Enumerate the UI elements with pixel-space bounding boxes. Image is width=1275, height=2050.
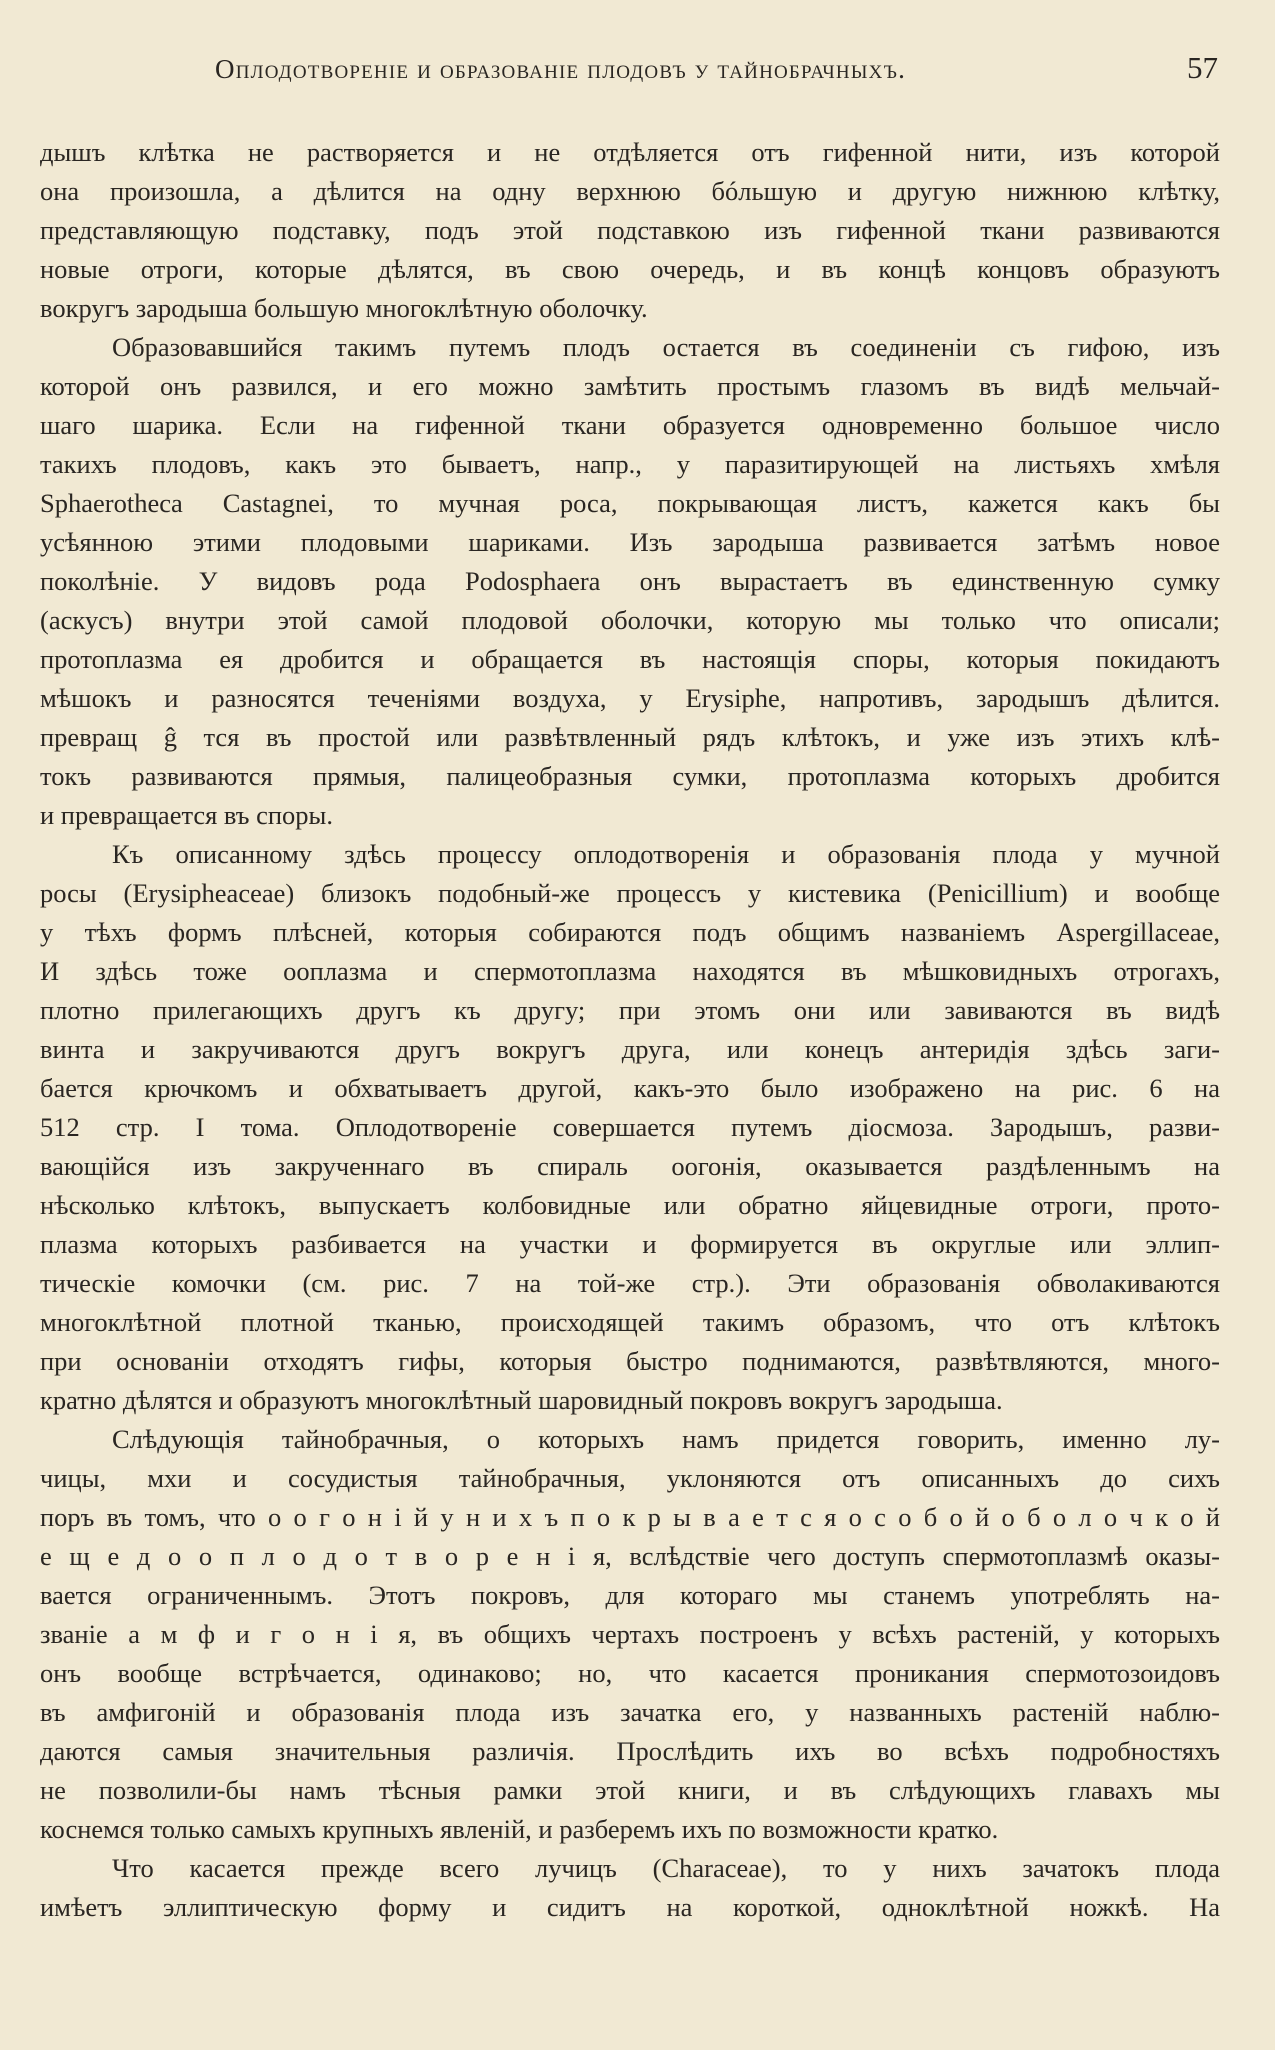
text-line: бается крючкомъ и обхватываетъ другой, какъ-это было изображено на рис. 6 на	[40, 1073, 1220, 1103]
text-line: превращ ĝ тся въ простой или развѣтвленный рядъ клѣтокъ, и уже изъ этихъ клѣ-	[40, 722, 1220, 752]
text-line: въ амфигонiй и образованiя плода изъ зачатка его, у названныхъ растенiй наблю-	[40, 1697, 1220, 1727]
text-line: мѣшокъ и разносятся теченiями воздуха, у Erysiphe, напротивъ, зародышъ дѣлится.	[40, 683, 1220, 713]
text-line: новые отроги, которые дѣлятся, въ свою очередь, и въ концѣ концовъ образуютъ	[40, 254, 1220, 284]
text-line: Что касается прежде всего лучицъ (Characeae), то у нихъ зачатокъ плода	[112, 1853, 1220, 1883]
text-line: которой онъ развился, и его можно замѣтить простымъ глазомъ въ видѣ мельчай-	[40, 371, 1220, 401]
text-line: даются самыя значительныя различiя. Прослѣдить ихъ во всѣхъ подробностяхъ	[40, 1736, 1220, 1766]
text-line: при основанiи отходятъ гифы, которыя быстро поднимаются, развѣтвляются, много-	[40, 1346, 1220, 1376]
text-line: онъ вообще встрѣчается, одинаково; но, что касается проникания спермотозоидовъ	[40, 1658, 1220, 1688]
text-line: Слѣдующiя тайнобрачныя, о которыхъ намъ придется говорить, именно лу-	[112, 1424, 1220, 1454]
page-header	[40, 48, 1220, 98]
text-line: поколѣнiе. У видовъ рода Podosphaera онъ вырастаетъ въ единственную сумку	[40, 566, 1220, 596]
text-line: протоплазма ея дробится и обращается въ настоящiя споры, которыя покидаютъ	[40, 644, 1220, 674]
text-line: плотно прилегающихъ другъ къ другу; при этомъ они или завиваются въ видѣ	[40, 995, 1220, 1025]
text-line: поръ въ томъ, что о о г о н i й у н и х ъ п о к р ы в а е т с я о с о б о й о б о л о ч к о й	[40, 1502, 1220, 1532]
text-line: вокругъ зародыша большую многоклѣтную оболочку.	[40, 293, 648, 323]
text-line: и превращается въ споры.	[40, 800, 333, 830]
text-line: 512 стр. I тома. Оплодотворенiе совершается путемъ дiосмоза. Зародышъ, разви-	[40, 1112, 1220, 1142]
text-line: кратно дѣлятся и образуютъ многоклѣтный шаровидный покровъ вокругъ зародыша.	[40, 1385, 1003, 1415]
text-line: коснемся только самыхъ крупныхъ явленiй, и разберемъ ихъ по возможности кратко.	[40, 1814, 999, 1844]
text-line: Sphaerotheca Castagnei, то мучная роса, покрывающая листъ, кажется какъ бы	[40, 488, 1220, 518]
text-line: Къ описанному здѣсь процессу оплодотворенiя и образованiя плода у мучной	[112, 839, 1220, 869]
text-line: усѣянною этими плодовыми шариками. Изъ зародыша развивается затѣмъ новое	[40, 527, 1220, 557]
text-line: (аскусъ) внутри этой самой плодовой оболочки, которую мы только что описали;	[40, 605, 1220, 635]
text-line: чицы, мхи и сосудистыя тайнобрачныя, уклоняются отъ описанныхъ до сихъ	[40, 1463, 1220, 1493]
text-line: она произошла, а дѣлится на одну верхнюю бóльшую и другую нижнюю клѣтку,	[40, 176, 1220, 206]
text-line: шаго шарика. Если на гифенной ткани образуется одновременно большое число	[40, 410, 1220, 440]
text-line: токъ развиваются прямыя, палицеобразныя сумки, протоплазма которыхъ дробится	[40, 761, 1220, 791]
text-line: такихъ плодовъ, какъ это бываетъ, напр., у паразитирующей на листьяхъ хмѣля	[40, 449, 1220, 479]
text-line: званiе а м ф и г о н i я, въ общихъ чертахъ построенъ у всѣхъ растенiй, у которыхъ	[40, 1619, 1220, 1649]
text-line: Образовавшийся такимъ путемъ плодъ остается въ соединенiи съ гифою, изъ	[112, 332, 1220, 362]
body-text	[40, 133, 1220, 1927]
text-line: у тѣхъ формъ плѣсней, которыя собираются подъ общимъ названiемъ Aspergillaceae,	[40, 917, 1220, 947]
text-line: не позволили-бы намъ тѣсныя рамки этой книги, и въ слѣдующихъ главахъ мы	[40, 1775, 1220, 1805]
text-line: вающiйся изъ закрученнаго въ спираль оогонiя, оказывается раздѣленнымъ на	[40, 1151, 1220, 1181]
text-line: дышъ клѣтка не растворяется и не отдѣляется отъ гифенной нити, изъ которой	[40, 137, 1220, 167]
text-line: вается ограниченнымъ. Этотъ покровъ, для котораго мы станемъ употреблять на-	[40, 1580, 1220, 1610]
text-line: е щ е д о о п л о д о т в о р е н i я, вслѣдствiе чего доступъ спермотоплазмѣ оказы-	[40, 1541, 1220, 1571]
text-line: представляющую подставку, подъ этой подставкою изъ гифенной ткани развиваются	[40, 215, 1220, 245]
text-line: многоклѣтной плотной тканью, происходящей такимъ образомъ, что отъ клѣтокъ	[40, 1307, 1220, 1337]
running-title: Оплодотворенiе и образованiе плодовъ у тайнобрачныхъ.	[215, 54, 907, 84]
text-line: тическiе комочки (см. рис. 7 на той-же стр.). Эти образованiя обволакиваются	[40, 1268, 1220, 1298]
text-line: росы (Erysipheaceae) близокъ подобный-же процессъ у кистевика (Penicillium) и вообще	[40, 878, 1220, 908]
text-line: плазма которыхъ разбивается на участки и формируется въ округлые или эллип-	[40, 1229, 1220, 1259]
text-line: И здѣсь тоже ооплазма и спермотоплазма находятся въ мѣшковидныхъ отрогахъ,	[40, 956, 1220, 986]
text-line: нѣсколько клѣтокъ, выпускаетъ колбовидные или обратно яйцевидные отроги, прото-	[40, 1190, 1220, 1220]
page-number: 57	[1187, 50, 1218, 85]
text-line: винта и закручиваются другъ вокругъ друга, или конецъ антеридiя здѣсь заги-	[40, 1034, 1220, 1064]
text-line: имѣетъ эллиптическую форму и сидитъ на короткой, одноклѣтной ножкѣ. На	[40, 1892, 1220, 1922]
